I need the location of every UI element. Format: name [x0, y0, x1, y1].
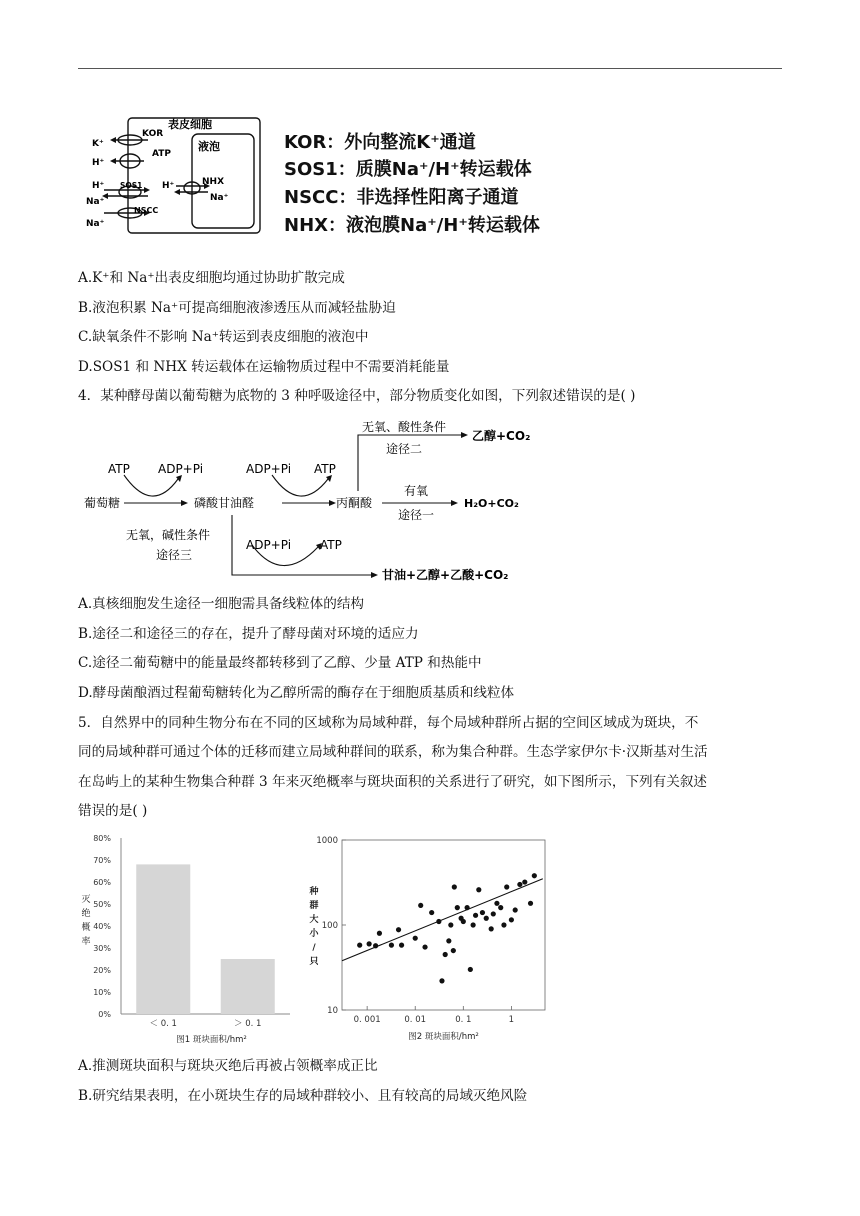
q5-option-b: B.研究结果表明，在小斑块生存的局域种群较小、且有较高的局域灭绝风险: [78, 1088, 528, 1104]
pathway-figure: [82, 415, 552, 587]
data-point: [509, 917, 514, 922]
data-point: [473, 913, 478, 918]
data-point: [484, 916, 489, 921]
y-tick-label: 30%: [93, 944, 111, 953]
data-point: [468, 967, 473, 972]
product1: H₂O+CO₂: [464, 497, 519, 510]
q5-stem-line-3: 在岛屿上的某种生物集合种群 3 年来灭绝概率与斑块面积的关系进行了研究，如下图所示，下列有关叙述: [78, 774, 708, 790]
label-sos1: SOS1: [120, 181, 143, 190]
data-point: [418, 903, 423, 908]
legend-nscc: NSCC：非选择性阳离子通道: [284, 187, 519, 208]
y-tick-label: 60%: [93, 878, 111, 887]
header-rule: [78, 68, 782, 69]
label-path3: 途径三: [156, 548, 193, 562]
data-point: [422, 944, 427, 949]
y-axis-label-char: 小: [309, 929, 319, 939]
q4-option-b: B.途径二和途径三的存在，提升了酵母菌对环境的适应力: [78, 626, 419, 642]
data-point: [465, 905, 470, 910]
q4-stem: 4．某种酵母菌以葡萄糖为底物的 3 种呼吸途径中，部分物质变化如图，下列叙述错误的是( ): [78, 388, 636, 404]
label-na-ion2: Na⁺: [86, 219, 105, 229]
data-point: [455, 905, 460, 910]
y-tick-label: 100: [321, 921, 338, 931]
data-point: [399, 943, 404, 948]
data-point: [504, 884, 509, 889]
x-tick-label: 0. 1: [455, 1015, 472, 1025]
bar: [136, 864, 190, 1014]
population-scatter-chart: [300, 826, 555, 1048]
q3-option-b: B.液泡积累 Na⁺可提高细胞液渗透压从而减轻盐胁迫: [78, 300, 396, 316]
label-cell: 表皮细胞: [168, 118, 212, 131]
q3-option-a: A.K⁺和 Na⁺出表皮细胞均通过协助扩散完成: [78, 270, 345, 286]
q5-option-a: A.推测斑块面积与斑块灭绝后再被占领概率成正比: [78, 1058, 378, 1074]
x-tick-label: ＜ 0. 1: [149, 1019, 177, 1029]
label-adp3: ADP+Pi: [246, 538, 292, 552]
data-point: [480, 910, 485, 915]
label-path2: 途径二: [386, 442, 423, 456]
x-tick-label: 1: [508, 1015, 515, 1025]
data-point: [494, 901, 499, 906]
y-axis-label-char: 绝: [81, 909, 91, 919]
q3-option-c: C.缺氧条件不影响 Na⁺转运到表皮细胞的液泡中: [78, 329, 369, 345]
label-nhx: NHX: [202, 177, 225, 187]
q4-option-c: C.途径二葡萄糖中的能量最终都转移到了乙醇、少量 ATP 和热能中: [78, 655, 482, 671]
data-point: [396, 927, 401, 932]
extinction-bar-chart: [76, 826, 298, 1048]
data-point: [439, 978, 444, 983]
y-axis-label-char: 大: [309, 915, 319, 925]
y-tick-label: 1000: [316, 836, 338, 846]
y-tick-label: 20%: [93, 966, 111, 975]
q5-stem-line-1: 5．自然界中的同种生物分布在不同的区域称为局域种群，每个局域种群所占据的空间区域成为斑块，不: [78, 715, 699, 731]
data-point: [429, 910, 434, 915]
y-tick-label: 0%: [98, 1010, 111, 1019]
data-point: [377, 931, 382, 936]
node-pgal: 磷酸甘油醛: [194, 496, 255, 510]
q4-option-d: D.酵母菌酿酒过程葡萄糖转化为乙醇所需的酶存在于细胞质基质和线粒体: [78, 685, 515, 701]
label-atp1: ATP: [108, 462, 130, 476]
data-point: [461, 919, 466, 924]
label-nscc: NSCC: [134, 206, 159, 215]
label-cond2: 无氧、酸性条件: [362, 420, 447, 434]
y-tick-label: 80%: [93, 834, 111, 843]
data-point: [367, 941, 372, 946]
data-point: [436, 919, 441, 924]
y-axis-label-char: 率: [81, 937, 91, 947]
legend-kor: KOR：外向整流K⁺通道: [284, 132, 476, 153]
data-point: [452, 884, 457, 889]
label-na-ion3: Na⁺: [210, 193, 229, 203]
data-point: [517, 882, 522, 887]
data-point: [522, 879, 527, 884]
product2: 乙醇+CO₂: [472, 429, 531, 443]
y-axis-label-char: 概: [81, 923, 91, 933]
y-axis-label-char: /: [312, 943, 316, 953]
label-atp2: ATP: [314, 462, 336, 476]
label-k-ion: K⁺: [92, 139, 104, 149]
label-kor: KOR: [142, 129, 164, 139]
x-tick-label: ＞ 0. 1: [234, 1019, 262, 1029]
label-atp3: ATP: [320, 538, 342, 552]
label-h-ion3: H⁺: [162, 181, 175, 191]
q5-stem-line-4: 错误的是( ): [78, 803, 148, 819]
label-atp: ATP: [152, 149, 172, 159]
data-point: [471, 922, 476, 927]
data-point: [489, 926, 494, 931]
data-point: [532, 873, 537, 878]
q3-option-d: D.SOS1 和 NHX 转运载体在运输物质过程中不需要消耗能量: [78, 359, 450, 375]
bar: [221, 959, 275, 1014]
data-point: [373, 943, 378, 948]
q5-stem-line-2: 同的局域种群可通过个体的迁移而建立局域种群间的联系，称为集合种群。生态学家伊尔卡·汉斯基对生活: [78, 744, 708, 760]
data-point: [448, 922, 453, 927]
y-tick-label: 50%: [93, 900, 111, 909]
data-point: [357, 943, 362, 948]
label-adp1: ADP+Pi: [158, 462, 204, 476]
y-axis-label-char: 灭: [81, 895, 91, 905]
data-point: [498, 905, 503, 910]
cell-transport-figure: [82, 110, 272, 240]
data-point: [413, 936, 418, 941]
y-tick-label: 40%: [93, 922, 111, 931]
y-tick-label: 10: [327, 1006, 338, 1016]
data-point: [528, 901, 533, 906]
label-adp2: ADP+Pi: [246, 462, 292, 476]
label-cond1: 有氧: [404, 484, 429, 498]
data-point: [501, 922, 506, 927]
chart-title: 图1 斑块面积/hm²: [176, 1035, 247, 1045]
x-tick-label: 0. 001: [353, 1015, 381, 1025]
y-axis-label-char: 群: [309, 901, 319, 911]
label-vacuole: 液泡: [198, 140, 220, 153]
label-cond3: 无氧，碱性条件: [126, 528, 211, 542]
label-h-ion2: H⁺: [92, 181, 105, 191]
data-point: [476, 887, 481, 892]
data-point: [451, 948, 456, 953]
data-point: [389, 943, 394, 948]
node-glucose: 葡萄糖: [84, 496, 121, 510]
plot-frame: [342, 840, 545, 1010]
label-h-ion: H⁺: [92, 158, 105, 168]
y-tick-label: 70%: [93, 856, 111, 865]
node-pyruvate: 丙酮酸: [336, 496, 373, 510]
legend-sos1: SOS1：质膜Na⁺/H⁺转运载体: [284, 159, 532, 180]
label-na-ion: Na⁺: [86, 197, 105, 207]
product3: 甘油+乙醇+乙酸+CO₂: [382, 568, 509, 582]
chart-title: 图2 斑块面积/hm²: [408, 1032, 479, 1042]
legend-nhx: NHX：液泡膜Na⁺/H⁺转运载体: [284, 215, 540, 236]
q4-option-a: A.真核细胞发生途径一细胞需具备线粒体的结构: [78, 596, 365, 612]
x-tick-label: 0. 01: [404, 1015, 427, 1025]
y-tick-label: 10%: [93, 988, 111, 997]
y-axis-label-char: 只: [309, 957, 319, 967]
data-point: [491, 911, 496, 916]
data-point: [513, 907, 518, 912]
data-point: [446, 938, 451, 943]
label-path1: 途径一: [398, 508, 435, 522]
data-point: [443, 952, 448, 957]
y-axis-label-char: 种: [309, 887, 319, 897]
